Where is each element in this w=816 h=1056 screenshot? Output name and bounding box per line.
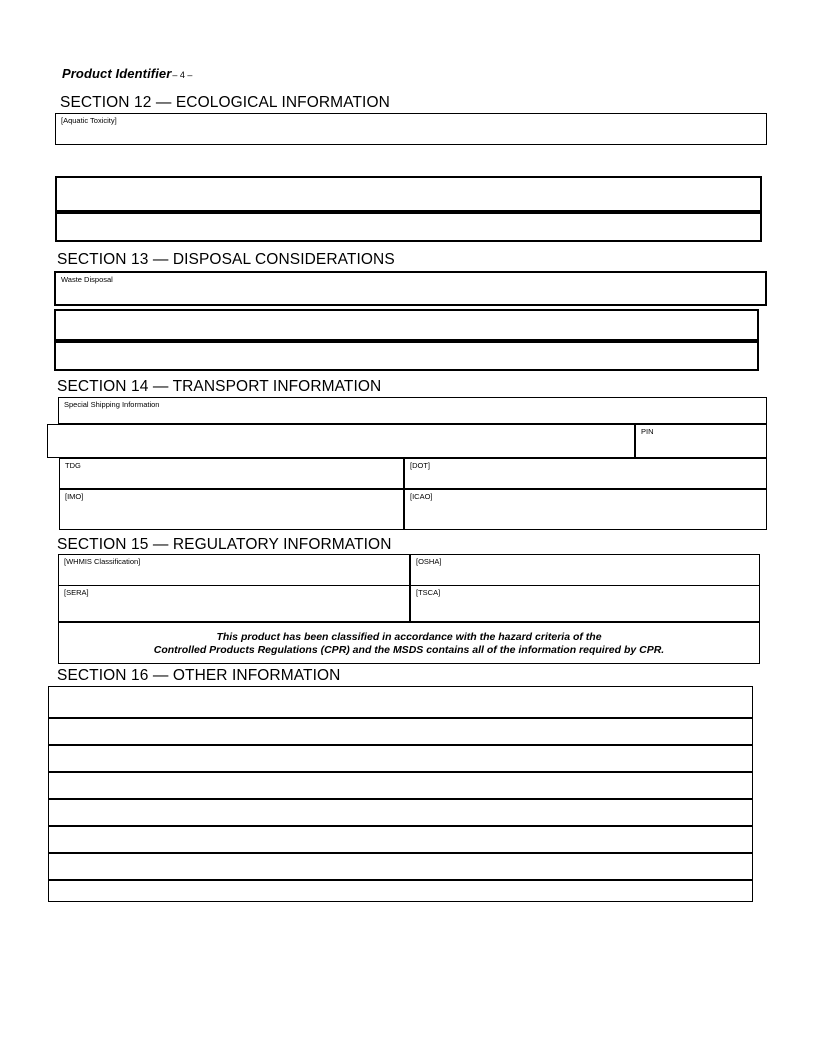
page-number: – 4 – [172,70,193,80]
section-14-heading: SECTION 14 — TRANSPORT INFORMATION [57,378,382,395]
section-15-heading: SECTION 15 — REGULATORY INFORMATION [57,536,392,553]
field-section12-row3[interactable] [55,212,762,242]
field-tdg-label: TDG [65,461,81,470]
field-waste-disposal-label: Waste Disposal [61,275,113,284]
field-section13-row3[interactable] [54,341,759,371]
field-tsca-label: [TSCA] [416,588,441,597]
field-sera-label: [SERA] [64,588,89,597]
table-row[interactable] [48,826,753,853]
field-imo[interactable] [59,489,404,530]
field-pin[interactable] [635,424,767,458]
field-tdg[interactable] [59,458,404,489]
table-row[interactable] [48,745,753,772]
field-section12-row2[interactable] [55,176,762,212]
section-12-heading: SECTION 12 — ECOLOGICAL INFORMATION [60,94,390,111]
field-osha[interactable] [410,554,760,588]
field-special-shipping-information[interactable] [58,397,767,424]
cpr-statement-line-1: This product has been classified in accordance with the hazard criteria of the [216,631,602,643]
section-16-heading: SECTION 16 — OTHER INFORMATION [57,667,341,684]
table-row[interactable] [48,772,753,799]
field-osha-label: [OSHA] [416,557,442,566]
field-icao-label: [ICAO] [410,492,433,501]
table-row[interactable] [48,718,753,745]
field-aquatic-toxicity-label: [Aquatic Toxicity] [61,116,117,125]
table-row[interactable] [48,853,753,880]
field-section14-shipping-blank[interactable] [47,424,635,458]
table-row[interactable] [48,799,753,826]
field-waste-disposal[interactable] [54,271,767,306]
field-tsca[interactable] [410,585,760,622]
field-sera[interactable] [58,585,410,622]
table-row[interactable] [48,686,753,718]
field-imo-label: [IMO] [65,492,84,501]
field-icao[interactable] [404,489,767,530]
product-identifier-label: Product Identifier [62,66,172,81]
cpr-statement-box [58,622,760,664]
field-whmis-classification[interactable] [58,554,410,588]
field-section13-row2[interactable] [54,309,759,341]
field-pin-label: PIN [641,427,654,436]
field-special-shipping-information-label: Special Shipping Information [64,400,160,409]
page-header [62,66,192,81]
field-whmis-classification-label: [WHMIS Classification] [64,557,141,566]
table-row[interactable] [48,880,753,902]
cpr-statement-line-2: Controlled Products Regulations (CPR) and the MSDS contains all of the information required by CPR. [153,644,665,656]
field-aquatic-toxicity[interactable] [55,113,767,145]
field-dot-label: [DOT] [410,461,430,470]
section-13-heading: SECTION 13 — DISPOSAL CONSIDERATIONS [57,251,395,268]
field-dot[interactable] [404,458,767,489]
